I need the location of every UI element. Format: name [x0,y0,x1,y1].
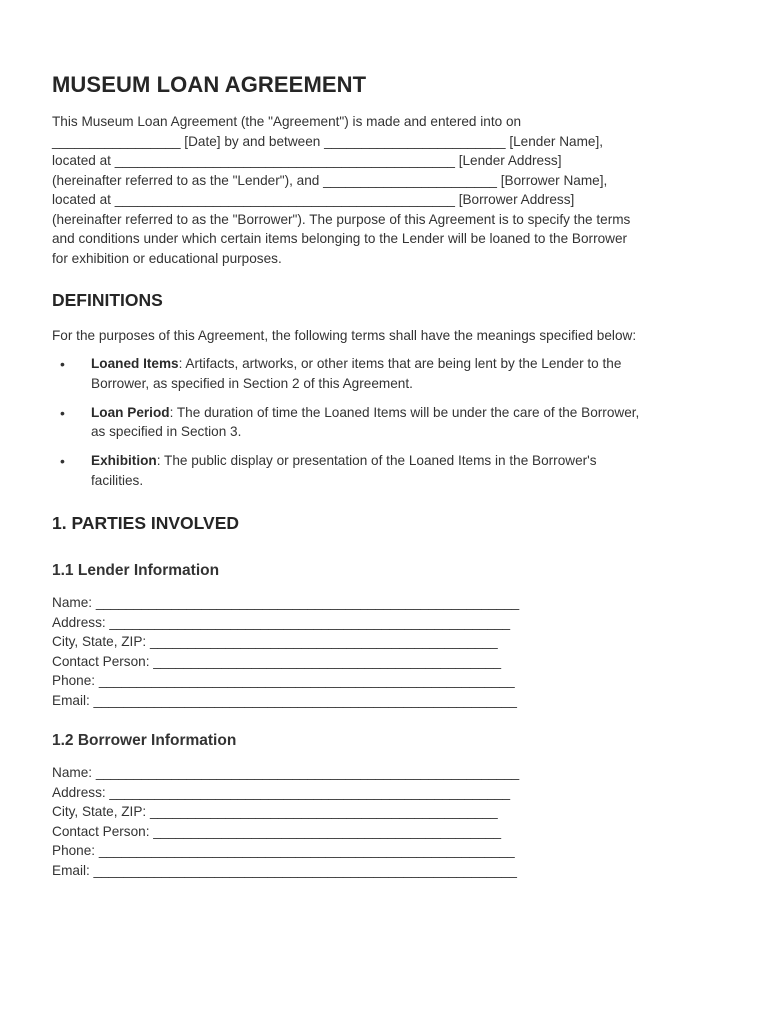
intro-line: for exhibition or educational purposes. [52,250,282,266]
definition-text: : The duration of time the Loaned Items will be under the care of the Borrower, [169,404,640,420]
intro-line: (hereinafter referred to as the "Borrower"). The purpose of this Agreement is to specify the terms [52,211,631,227]
definition-line [91,403,732,423]
definition-text: : The public display or presentation of the Loaned Items in the Borrower's [156,453,597,468]
borrower-address-field: Address: _____________________________________________________ [52,784,511,800]
definition-text: Borrower, as specified in Section 2 of this Agreement. [91,375,413,391]
lender-email-field: Email: ________________________________________________________ [52,692,517,708]
intro-line: located at _____________________________________________ [Borrower Address] [52,192,575,207]
definition-text: : Artifacts, artworks, or other items that are being lent by the Lender to the [178,356,622,371]
definition-text: as specified in Section 3. [91,424,242,439]
borrower-email-field: Email: ________________________________________________________ [52,862,517,878]
parties-heading: 1. PARTIES INVOLVED [52,513,240,533]
borrower-fields [52,763,519,880]
lender-contact-person-field: Contact Person: ______________________________________________ [52,653,502,669]
lender-info-heading: 1.1 Lender Information [52,562,220,579]
borrower-info-heading: 1.2 Borrower Information [52,732,237,749]
borrower-contact-person-field: Contact Person: ______________________________________________ [52,823,502,839]
definitions-list [52,354,732,500]
lender-address-field: Address: _____________________________________________________ [52,614,511,630]
definition-term: Loan Period [91,404,170,420]
definition-text: facilities. [91,472,144,488]
definition-item [52,403,732,442]
bullet-icon: • [60,453,65,469]
definition-term: Exhibition [91,453,157,468]
definition-item [52,354,732,393]
intro-paragraph [52,112,732,268]
lender-city-state-zip-field: City, State, ZIP: ______________________________________________ [52,634,498,649]
definitions-lead: For the purposes of this Agreement, the following terms shall have the meanings specified below: [52,328,637,343]
definition-term: Loaned Items [91,356,179,371]
intro-line: _________________ [Date] by and between ________________________ [Lender Name], [52,133,604,149]
definition-line [91,354,732,374]
lender-name-field: Name: ________________________________________________________ [52,595,520,610]
intro-line: This Museum Loan Agreement (the "Agreement") is made and entered into on [52,114,522,129]
bullet-icon: • [60,356,65,372]
definition-item [52,451,732,490]
bullet-icon: • [60,404,65,421]
lender-phone-field: Phone: _______________________________________________________ [52,673,515,688]
lender-fields [52,593,519,710]
borrower-phone-field: Phone: _______________________________________________________ [52,843,515,858]
definitions-heading: DEFINITIONS [52,290,163,310]
intro-line: (hereinafter referred to as the "Lender"), and _______________________ [Borrower Name], [52,172,608,188]
intro-line: located at _____________________________________________ [Lender Address] [52,153,562,168]
borrower-city-state-zip-field: City, State, ZIP: ______________________________________________ [52,804,498,819]
document-title: MUSEUM LOAN AGREEMENT [52,72,367,97]
intro-line: and conditions under which certain items belonging to the Lender will be loaned to the Borrower [52,231,628,246]
borrower-name-field: Name: ________________________________________________________ [52,765,520,780]
definition-line [91,451,732,471]
